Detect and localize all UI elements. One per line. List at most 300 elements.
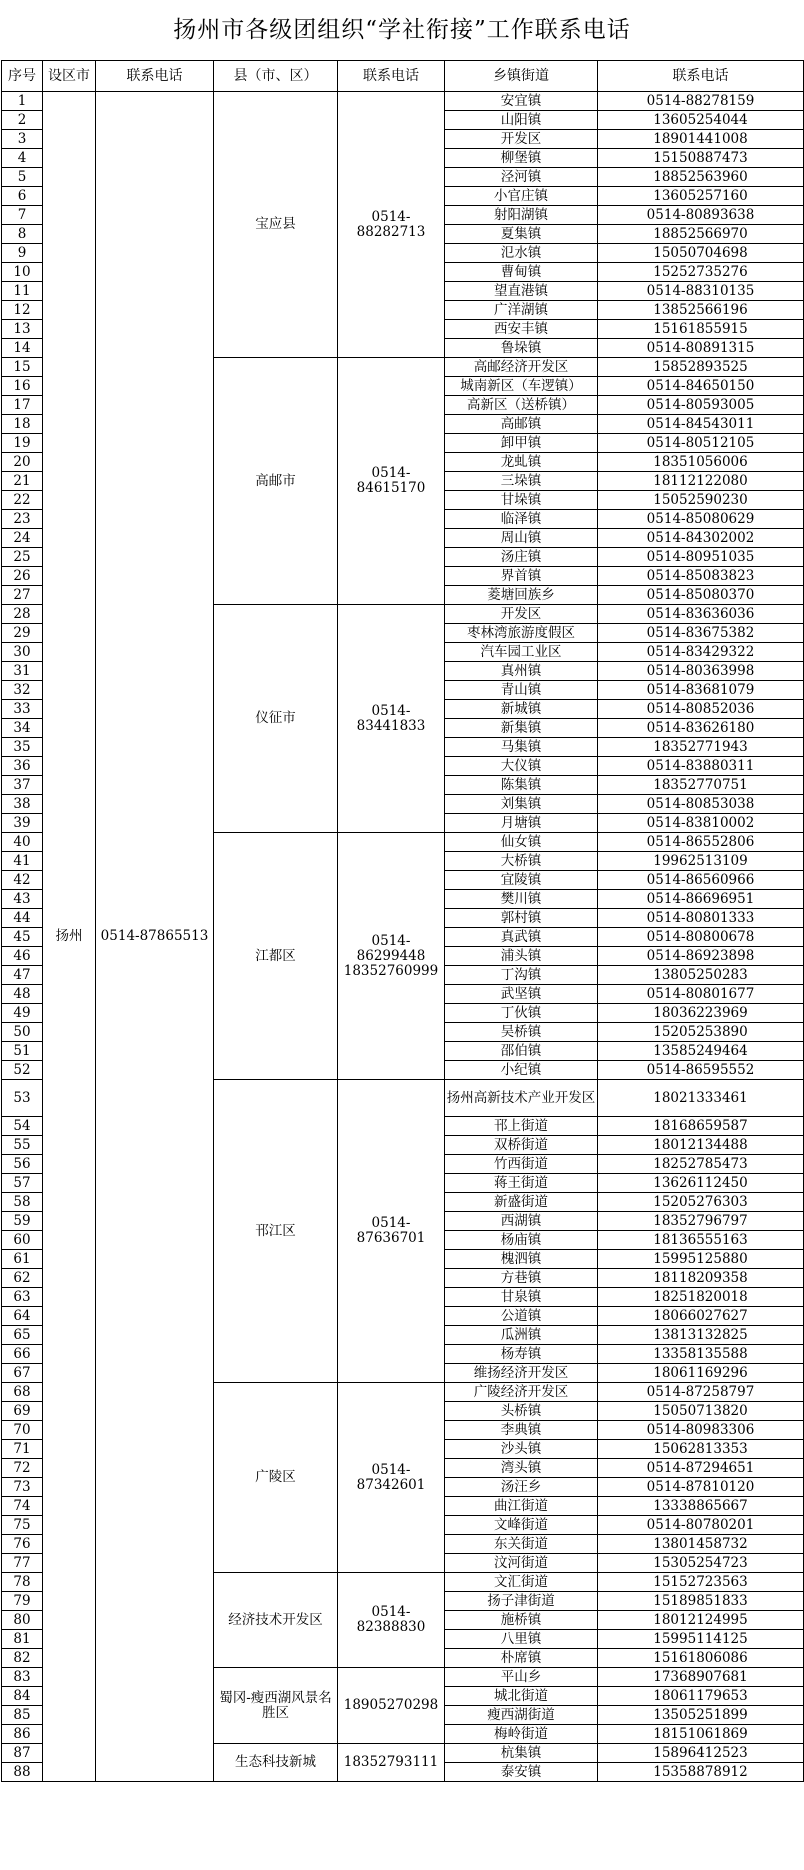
row-index: 7 [2,206,43,225]
row-index: 23 [2,510,43,529]
row-index: 81 [2,1630,43,1649]
town-phone: 13801458732 [598,1535,804,1554]
row-index: 42 [2,871,43,890]
row-index: 27 [2,586,43,605]
county-name: 经济技术开发区 [214,1573,338,1668]
row-index: 35 [2,738,43,757]
row-index: 83 [2,1668,43,1687]
town-name: 邗上街道 [445,1117,598,1136]
town-name: 高新区（送桥镇） [445,396,598,415]
town-name: 月塘镇 [445,814,598,833]
row-index: 13 [2,320,43,339]
town-phone: 15358878912 [598,1763,804,1782]
header-county-phone: 联系电话 [338,61,445,92]
town-name: 马集镇 [445,738,598,757]
row-index: 79 [2,1592,43,1611]
row-index: 85 [2,1706,43,1725]
town-phone: 0514-86923898 [598,947,804,966]
town-phone: 0514-83429322 [598,643,804,662]
town-phone: 15896412523 [598,1744,804,1763]
county-phone [338,1744,445,1782]
town-phone: 18061169296 [598,1364,804,1383]
row-index: 63 [2,1288,43,1307]
row-index: 38 [2,795,43,814]
town-name: 龙虬镇 [445,453,598,472]
town-name: 新城镇 [445,700,598,719]
row-index: 21 [2,472,43,491]
row-index: 4 [2,149,43,168]
county-phone-primary: 0514-83441833 [356,702,426,734]
town-phone: 13626112450 [598,1174,804,1193]
town-name: 沙头镇 [445,1440,598,1459]
county-phone-primary: 18352793111 [343,1754,439,1770]
table-row [2,92,804,111]
row-index: 10 [2,263,43,282]
county-phone-primary: 18905270298 [343,1697,439,1713]
town-name: 文峰街道 [445,1516,598,1535]
town-phone: 15305254723 [598,1554,804,1573]
town-name: 维扬经济开发区 [445,1364,598,1383]
town-name: 公道镇 [445,1307,598,1326]
row-index: 6 [2,187,43,206]
row-index: 24 [2,529,43,548]
town-phone: 18352771943 [598,738,804,757]
town-phone: 0514-83636036 [598,605,804,624]
row-index: 28 [2,605,43,624]
town-phone: 0514-83626180 [598,719,804,738]
town-phone: 18351056006 [598,453,804,472]
town-name: 城北街道 [445,1687,598,1706]
row-index: 65 [2,1326,43,1345]
row-index: 86 [2,1725,43,1744]
town-phone: 0514-85080370 [598,586,804,605]
town-phone: 13505251899 [598,1706,804,1725]
row-index: 53 [2,1080,43,1117]
town-name: 竹西街道 [445,1155,598,1174]
row-index: 25 [2,548,43,567]
town-name: 广陵经济开发区 [445,1383,598,1402]
county-phone-primary: 0514-88282713 [356,208,426,240]
town-name: 汶河街道 [445,1554,598,1573]
town-name: 平山乡 [445,1668,598,1687]
row-index: 36 [2,757,43,776]
town-name: 大桥镇 [445,852,598,871]
town-phone: 18252785473 [598,1155,804,1174]
row-index: 58 [2,1193,43,1212]
town-phone: 0514-86696951 [598,890,804,909]
town-phone: 0514-80801677 [598,985,804,1004]
row-index: 51 [2,1042,43,1061]
town-name: 高邮镇 [445,415,598,434]
town-phone: 13813132825 [598,1326,804,1345]
row-index: 46 [2,947,43,966]
town-phone: 15205276303 [598,1193,804,1212]
town-name: 山阳镇 [445,111,598,130]
town-phone: 0514-80951035 [598,548,804,567]
row-index: 77 [2,1554,43,1573]
town-name: 西安丰镇 [445,320,598,339]
town-name: 射阳湖镇 [445,206,598,225]
town-phone: 15252735276 [598,263,804,282]
town-phone: 0514-80593005 [598,396,804,415]
town-phone: 13852566196 [598,301,804,320]
town-phone: 18136555163 [598,1231,804,1250]
row-index: 11 [2,282,43,301]
county-name: 高邮市 [214,358,338,605]
town-phone: 13585249464 [598,1042,804,1061]
county-name: 宝应县 [214,92,338,358]
county-phone [338,833,445,1080]
row-index: 26 [2,567,43,586]
county-phone [338,1080,445,1383]
town-phone: 15205253890 [598,1023,804,1042]
header-town: 乡镇街道 [445,61,598,92]
row-index: 29 [2,624,43,643]
town-phone: 0514-83675382 [598,624,804,643]
county-name: 仪征市 [214,605,338,833]
town-name: 樊川镇 [445,890,598,909]
town-name: 夏集镇 [445,225,598,244]
row-index: 60 [2,1231,43,1250]
row-index: 72 [2,1459,43,1478]
row-index: 56 [2,1155,43,1174]
county-phone [338,1383,445,1573]
town-phone: 0514-83810002 [598,814,804,833]
town-name: 开发区 [445,605,598,624]
town-phone: 15995125880 [598,1250,804,1269]
row-index: 18 [2,415,43,434]
town-phone: 18118209358 [598,1269,804,1288]
city-phone: 0514-87865513 [96,92,214,1782]
town-name: 曹甸镇 [445,263,598,282]
town-phone: 0514-83880311 [598,757,804,776]
town-name: 吴桥镇 [445,1023,598,1042]
county-phone [338,1668,445,1744]
row-index: 62 [2,1269,43,1288]
row-index: 48 [2,985,43,1004]
town-name: 枣林湾旅游度假区 [445,624,598,643]
town-name: 卸甲镇 [445,434,598,453]
row-index: 78 [2,1573,43,1592]
county-phone [338,1573,445,1668]
row-index: 3 [2,130,43,149]
town-phone: 18036223969 [598,1004,804,1023]
row-index: 31 [2,662,43,681]
town-name: 头桥镇 [445,1402,598,1421]
town-name: 扬州高新技术产业开发区 [445,1080,598,1117]
row-index: 16 [2,377,43,396]
town-phone: 0514-80893638 [598,206,804,225]
row-index: 88 [2,1763,43,1782]
town-name: 瘦西湖街道 [445,1706,598,1725]
town-name: 柳堡镇 [445,149,598,168]
town-name: 三垛镇 [445,472,598,491]
county-phone-primary: 0514-87342601 [356,1461,426,1493]
town-name: 周山镇 [445,529,598,548]
row-index: 9 [2,244,43,263]
town-name: 小纪镇 [445,1061,598,1080]
town-name: 陈集镇 [445,776,598,795]
town-phone: 0514-80363998 [598,662,804,681]
row-index: 73 [2,1478,43,1497]
town-phone: 0514-84650150 [598,377,804,396]
town-phone: 18852566970 [598,225,804,244]
row-index: 55 [2,1136,43,1155]
row-index: 64 [2,1307,43,1326]
town-name: 八里镇 [445,1630,598,1649]
row-index: 49 [2,1004,43,1023]
county-name: 邗江区 [214,1080,338,1383]
row-index: 59 [2,1212,43,1231]
town-name: 刘集镇 [445,795,598,814]
town-phone: 0514-80853038 [598,795,804,814]
town-name: 新集镇 [445,719,598,738]
row-index: 43 [2,890,43,909]
town-phone: 18012134488 [598,1136,804,1155]
town-name: 甘泉镇 [445,1288,598,1307]
town-phone: 18112122080 [598,472,804,491]
town-name: 曲江街道 [445,1497,598,1516]
town-name: 邵伯镇 [445,1042,598,1061]
header-county: 县（市、区） [214,61,338,92]
town-phone: 18901441008 [598,130,804,149]
row-index: 87 [2,1744,43,1763]
town-name: 甘垛镇 [445,491,598,510]
town-name: 汤庄镇 [445,548,598,567]
row-index: 57 [2,1174,43,1193]
row-index: 12 [2,301,43,320]
row-index: 33 [2,700,43,719]
row-index: 52 [2,1061,43,1080]
town-name: 文汇街道 [445,1573,598,1592]
town-name: 杨庙镇 [445,1231,598,1250]
row-index: 74 [2,1497,43,1516]
header-city-phone: 联系电话 [96,61,214,92]
town-phone: 13605257160 [598,187,804,206]
row-index: 39 [2,814,43,833]
row-index: 71 [2,1440,43,1459]
row-index: 54 [2,1117,43,1136]
town-name: 城南新区（车逻镇） [445,377,598,396]
header-city: 设区市 [43,61,96,92]
town-name: 丁沟镇 [445,966,598,985]
row-index: 17 [2,396,43,415]
town-name: 郭村镇 [445,909,598,928]
town-phone: 15161855915 [598,320,804,339]
town-phone: 13805250283 [598,966,804,985]
town-name: 施桥镇 [445,1611,598,1630]
town-phone: 15161806086 [598,1649,804,1668]
page-title: 扬州市各级团组织“学社衔接”工作联系电话 [173,17,631,43]
row-index: 14 [2,339,43,358]
town-name: 高邮经济开发区 [445,358,598,377]
town-phone: 15152723563 [598,1573,804,1592]
town-phone: 17368907681 [598,1668,804,1687]
town-name: 泾河镇 [445,168,598,187]
town-phone: 15189851833 [598,1592,804,1611]
county-phone [338,358,445,605]
town-name: 丁伙镇 [445,1004,598,1023]
row-index: 1 [2,92,43,111]
town-phone: 0514-80800678 [598,928,804,947]
town-phone: 0514-88278159 [598,92,804,111]
county-name: 广陵区 [214,1383,338,1573]
town-phone: 13605254044 [598,111,804,130]
town-name: 真州镇 [445,662,598,681]
town-name: 广洋湖镇 [445,301,598,320]
town-phone: 0514-86560966 [598,871,804,890]
row-index: 68 [2,1383,43,1402]
town-phone: 18352770751 [598,776,804,795]
town-phone: 15052590230 [598,491,804,510]
row-index: 2 [2,111,43,130]
town-name: 杭集镇 [445,1744,598,1763]
town-phone: 0514-80780201 [598,1516,804,1535]
row-index: 70 [2,1421,43,1440]
town-phone: 0514-88310135 [598,282,804,301]
row-index: 61 [2,1250,43,1269]
row-index: 5 [2,168,43,187]
town-phone: 0514-84302002 [598,529,804,548]
row-index: 32 [2,681,43,700]
town-name: 青山镇 [445,681,598,700]
county-phone-secondary: 18352760999 [343,962,439,979]
town-phone: 15995114125 [598,1630,804,1649]
header-row [2,61,804,92]
town-phone: 0514-85080629 [598,510,804,529]
town-phone: 15050713820 [598,1402,804,1421]
row-index: 47 [2,966,43,985]
town-phone: 13338865667 [598,1497,804,1516]
town-phone: 18066027627 [598,1307,804,1326]
row-index: 22 [2,491,43,510]
town-phone: 13358135588 [598,1345,804,1364]
town-phone: 18852563960 [598,168,804,187]
town-name: 界首镇 [445,567,598,586]
county-phone [338,92,445,358]
town-name: 梅岭街道 [445,1725,598,1744]
town-phone: 15050704698 [598,244,804,263]
town-name: 望直港镇 [445,282,598,301]
town-name: 菱塘回族乡 [445,586,598,605]
town-phone: 15852893525 [598,358,804,377]
county-name: 生态科技新城 [214,1744,338,1782]
row-index: 37 [2,776,43,795]
town-name: 临泽镇 [445,510,598,529]
town-phone: 15062813353 [598,1440,804,1459]
town-name: 西湖镇 [445,1212,598,1231]
row-index: 41 [2,852,43,871]
town-phone: 18021333461 [598,1080,804,1117]
row-index: 20 [2,453,43,472]
town-name: 槐泗镇 [445,1250,598,1269]
row-index: 75 [2,1516,43,1535]
row-index: 19 [2,434,43,453]
town-name: 杨寿镇 [445,1345,598,1364]
town-name: 李典镇 [445,1421,598,1440]
town-name: 浦头镇 [445,947,598,966]
town-phone: 0514-84543011 [598,415,804,434]
town-name: 湾头镇 [445,1459,598,1478]
county-phone-primary: 0514-87636701 [356,1215,426,1246]
town-name: 东关街道 [445,1535,598,1554]
header-town-phone: 联系电话 [598,61,804,92]
town-phone: 0514-80983306 [598,1421,804,1440]
town-name: 新盛街道 [445,1193,598,1212]
row-index: 45 [2,928,43,947]
row-index: 40 [2,833,43,852]
county-phone [338,605,445,833]
row-index: 34 [2,719,43,738]
town-phone: 0514-80891315 [598,339,804,358]
row-index: 76 [2,1535,43,1554]
town-name: 瓜洲镇 [445,1326,598,1345]
town-name: 大仪镇 [445,757,598,776]
county-phone-primary: 0514-82388830 [356,1604,426,1635]
town-name: 蒋王街道 [445,1174,598,1193]
row-index: 82 [2,1649,43,1668]
town-phone: 18251820018 [598,1288,804,1307]
row-index: 15 [2,358,43,377]
row-index: 50 [2,1023,43,1042]
town-name: 双桥街道 [445,1136,598,1155]
row-index: 84 [2,1687,43,1706]
town-name: 泰安镇 [445,1763,598,1782]
town-phone: 0514-85083823 [598,567,804,586]
row-index: 30 [2,643,43,662]
town-phone: 18352796797 [598,1212,804,1231]
town-phone: 0514-86595552 [598,1061,804,1080]
county-name: 江都区 [214,833,338,1080]
town-name: 汤汪乡 [445,1478,598,1497]
town-name: 小官庄镇 [445,187,598,206]
town-phone: 18151061869 [598,1725,804,1744]
town-phone: 0514-80512105 [598,434,804,453]
town-name: 开发区 [445,130,598,149]
row-index: 67 [2,1364,43,1383]
town-name: 武坚镇 [445,985,598,1004]
row-index: 80 [2,1611,43,1630]
town-name: 真武镇 [445,928,598,947]
town-name: 宜陵镇 [445,871,598,890]
county-phone-primary: 0514-84615170 [356,465,426,496]
town-name: 氾水镇 [445,244,598,263]
town-name: 扬子津街道 [445,1592,598,1611]
town-name: 汽车园工业区 [445,643,598,662]
town-name: 朴席镇 [445,1649,598,1668]
header-index: 序号 [2,61,43,92]
county-name: 蜀冈-瘦西湖风景名胜区 [214,1668,338,1744]
contact-table [1,60,804,1782]
row-index: 69 [2,1402,43,1421]
town-phone: 15150887473 [598,149,804,168]
town-name: 鲁垛镇 [445,339,598,358]
row-index: 66 [2,1345,43,1364]
town-phone: 0514-80801333 [598,909,804,928]
town-phone: 0514-87810120 [598,1478,804,1497]
town-phone: 0514-87258797 [598,1383,804,1402]
town-phone: 0514-83681079 [598,681,804,700]
town-phone: 19962513109 [598,852,804,871]
town-phone: 0514-80852036 [598,700,804,719]
town-phone: 0514-86552806 [598,833,804,852]
city-name: 扬州 [43,92,96,1782]
county-phone-primary: 0514-86299448 [356,932,426,964]
town-phone: 18012124995 [598,1611,804,1630]
town-name: 方巷镇 [445,1269,598,1288]
town-name: 仙女镇 [445,833,598,852]
town-phone: 0514-87294651 [598,1459,804,1478]
